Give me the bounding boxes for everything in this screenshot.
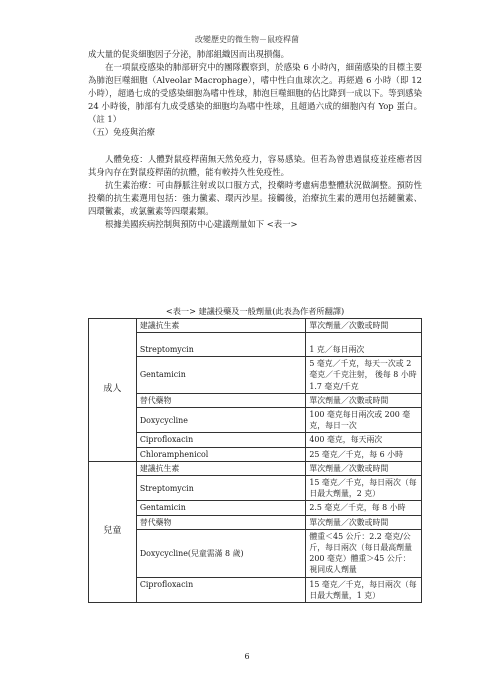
dose-cell: 單次劑量／次數或時間: [306, 393, 422, 407]
drug-cell: 建議抗生素: [136, 461, 306, 475]
dosage-table: [88, 318, 422, 603]
dose-cell: 體重＜45 公斤：2.2 毫克/公斤，每日兩次（每日最高劑量 200 毫克）體重＞45 公斤：視同成人劑量: [306, 529, 422, 577]
dose-cell: 25 毫克／千克，每 6 小時: [306, 447, 422, 461]
dose-cell: 5 毫克／千克，每天一次或 2 毫克／千克注射， 後每 8 小時 1.7 毫克/千克: [306, 357, 422, 394]
drug-cell: Ciprofloxacin: [136, 577, 306, 602]
table-row: [89, 577, 422, 602]
page-number: 6: [244, 652, 250, 661]
dose-cell: 100 毫克每日兩次或 200 毫克，每日一次: [306, 408, 422, 433]
table-row: [89, 529, 422, 577]
drug-cell: 替代藥物: [136, 515, 306, 529]
drug-cell: Chloramphenicol: [136, 447, 306, 461]
paragraph-2: 在一項鼠疫感染的肺部研究中的團隊觀察到，於感染 6 小時內，細菌感染的目標主要為肺泡巨噬細胞（Alveolar Macrophage），嗜中性白血球次之。再經過 6 小時（即 12 小時），超過七成的受感染細胞為嗜中性球，肺泡巨噬細胞的佔比降到一成以下。等到感染 24 小時後，肺部有九成受感染的細胞均為嗜中性球，且超過六成的細胞內有 Yop 蛋白。（註 1）: [88, 62, 422, 124]
drug-cell: Doxycycline(兒童需滿 8 歲): [136, 529, 306, 577]
drug-cell: Streptomycin: [136, 333, 306, 357]
running-header: 改變歷史的微生物－鼠疫桿菌: [195, 35, 299, 44]
table-row: [89, 357, 422, 394]
dose-cell: 單次劑量／次數或時間: [306, 461, 422, 475]
table-row: [89, 408, 422, 433]
table-row: [89, 461, 422, 475]
table-row: [89, 319, 422, 333]
table-row: [89, 476, 422, 501]
drug-cell: Ciprofloxacin: [136, 433, 306, 447]
paragraph-5: 根據美國疾病控制與預防中心建議劑量如下 <表一>: [105, 219, 298, 229]
section-title: （五）免疫與治療: [88, 127, 155, 137]
table-row: [89, 515, 422, 529]
dose-cell: 2.5 毫克／千克，每 8 小時: [306, 501, 422, 515]
drug-cell: 替代藥物: [136, 393, 306, 407]
table-row: [89, 393, 422, 407]
dose-cell: 15 毫克／千克，每日兩次（每日最大劑量，1 克）: [306, 577, 422, 602]
drug-cell: 建議抗生素: [136, 319, 306, 333]
table-row: [89, 447, 422, 461]
dose-cell: 單次劑量／次數或時間: [306, 319, 422, 333]
dose-cell: 400 毫克，每天兩次: [306, 433, 422, 447]
table-row: [89, 333, 422, 357]
dose-cell: 15 毫克／千克，每日兩次（每日最大劑量，2 克）: [306, 476, 422, 501]
body-text: [88, 48, 422, 231]
paragraph-3: 人體免疫：人體對鼠疫桿菌無天然免疫力，容易感染。但若為曾患過鼠疫並痊癒者因其身內存在對鼠疫桿菌的抗體，能有較持久性免疫性。: [88, 154, 422, 177]
table-row: [89, 433, 422, 447]
table-caption: <表一> 建議投藥及一般劑量(此表為作者所翻譯): [165, 306, 345, 316]
table-row: [89, 501, 422, 515]
dose-cell: 單次劑量／次數或時間: [306, 515, 422, 529]
group-label-adult: 成人: [89, 319, 137, 462]
drug-cell: Streptomycin: [136, 476, 306, 501]
paragraph-1: 成大量的促炎細胞因子分泌，肺部組織因而出現損傷。: [88, 49, 289, 59]
dose-cell: 1 克／每日兩次: [306, 333, 422, 357]
group-label-child: 兒童: [89, 461, 137, 602]
drug-cell: Gentamicin: [136, 357, 306, 394]
drug-cell: Doxycycline: [136, 408, 306, 433]
drug-cell: Gentamicin: [136, 501, 306, 515]
paragraph-4: 抗生素治療：可由靜脈注射或以口服方式，投藥時考慮病患整體狀況做調整。預防性投藥的抗生素選用包括：強力黴素、環丙沙星。接觸後，治療抗生素的選用包括鏈黴素、四環黴素，或氯黴素等四環素類。: [88, 180, 422, 216]
